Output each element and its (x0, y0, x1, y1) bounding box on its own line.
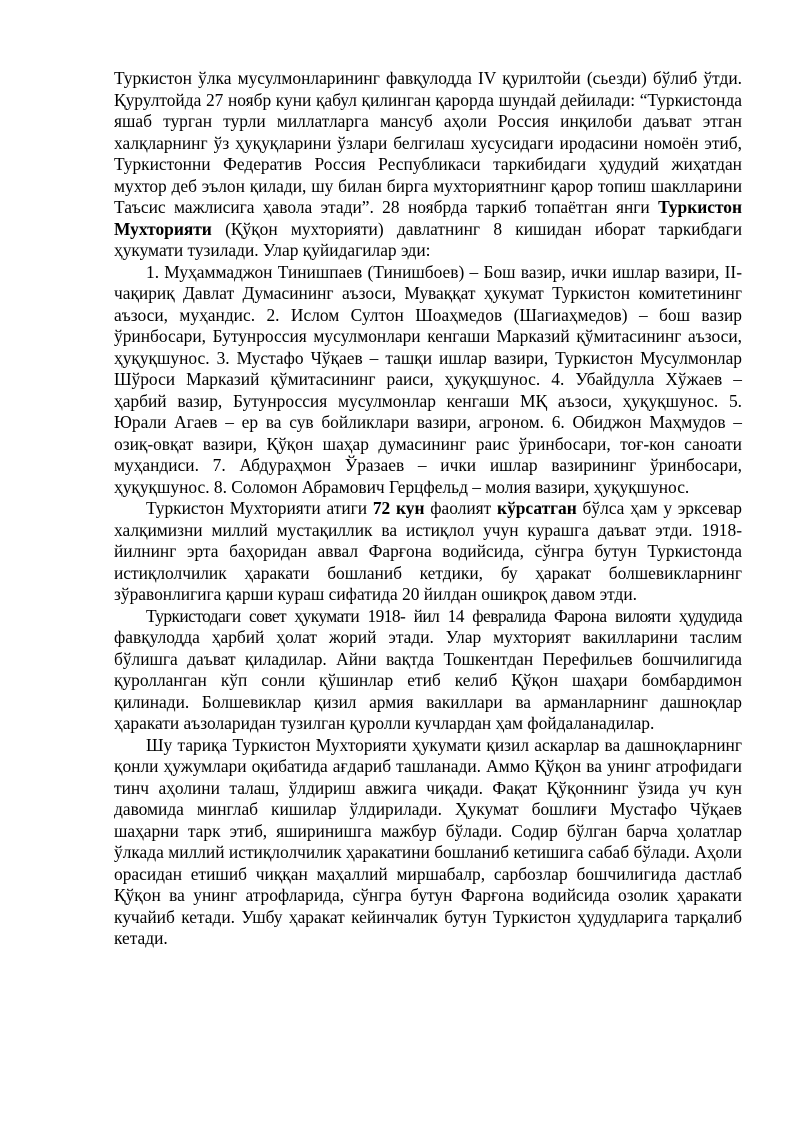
paragraph-congress (114, 68, 742, 262)
paragraph-autonomy-duration (114, 498, 742, 606)
paragraph-overthrow (114, 735, 742, 950)
paragraph-text: 1. Муҳаммаджон Тинишпаев (Тинишбоев) – Бош вазир, ички ишлар вазири, II-чақириқ Давлат Думасининг аъзоси, Муваққат ҳукумат Туркистон комитетининг аъзоси, муҳандис. 2. Ислом Султон Шоаҳмедов (Шагиаҳмедов) – бош вазир ўринбосари, Бутунроссия мусулмонлари кенгаши Марказий қўмитасининг аъзоси, ҳуқуқшунос. 3. Мустафо Чўқаев – ташқи ишлар вазири, Туркистон Мусулмонлар Шўроси Марказий қўмитасининг раиси, ҳуқуқшунос. 4. Убайдулла Хўжаев – ҳарбий вазир, Бутунроссия мусулмонлар кенгаши МҚ аъзоси, ҳуқуқшунос. 5. Юрали Агаев – ер ва сув бойликлари вазири, агроном. 6. Обиджон Маҳмудов – озиқ-овқат вазири, Қўқон шаҳар думасининг раис ўринбосари, тоғ-кон саноати муҳандиси. 7. Абдураҳмон Ўразаев – ички ишлар вазирининг ўринбосари, ҳуқуқшунос. 8. Соломон Абрамович Герцфельд – молия вазири, ҳуқуқшунос. (114, 261, 742, 497)
bold-term-operated: кўрсатган (497, 498, 577, 518)
paragraph-text: фавқулодда ҳарбий ҳолат жорий этади. Улар мухторият вакилларини таслим бўлишга даъват қиладилар. Айни вақтда Тошкентдан Перефильев бошчилигида қуролланган кўп сонли қўшинлар етиб келиб Қўқон шаҳари бомбардимон қилинади. Болшевиклар қизил армия вакиллари ва арманларнинг дашноқлар ҳаракати аъзоларидан тузилган қуролли кучлардан ҳам фойдаланадилар. (114, 627, 742, 733)
paragraph-text: Шу тариқа Туркистон Мухторияти ҳукумати қизил аскарлар ва дашноқларнинг қонли ҳужумлари оқибатида ағдариб ташланади. Аммо Қўқон ва унинг атрофидаги тинч аҳолини талаш, ўлдириш авжига чиқади. Фақат Қўқоннинг ўзида уч кун давомида минглаб кишилар ўлдирилади. Ҳукумат бошлиғи Мустафо Чўқаев шаҳарни тарк этиб, яширинишга мажбур бўлади. Содир бўлган барча ҳолатлар ўлкада миллий истиқлолчилик ҳаракатини бошланиб кетишига сабаб бўлади. Аҳоли орасидан етишиб чиққан маҳаллий миршабалр, сарбозлар бошчилигида дастлаб Қўқон ва унинг атрофларида, сўнгра бутун Фарғона водийсида озолик ҳаракати кучайиб кетади. Ушбу ҳаракат кейинчалик бутун Туркистон ҳудудларига тарқалиб кетади. (114, 734, 742, 948)
paragraph-government-members (114, 262, 742, 499)
bold-term-72-days: 72 кун (372, 498, 425, 518)
paragraph-text-condensed: Туркистодаги совет ҳукумати 1918- йил 14 февралида Фарона вилояти ҳудудида (146, 605, 742, 626)
paragraph-text: бўлса ҳам у эрксевар халқимизни миллий мустақиллик ва истиқлол учун курашга даъват этди. 1918- йилнинг эрта баҳоридан аввал Фарғона водийсида, сўнгра бутун Туркистонда истиқлолчилик ҳаракати бошланиб кетдики, бу ҳаракат болшевикларнинг зўравонлигига қарши кураш сифатида 20 йилдан ошиқроқ давом этди. (114, 498, 742, 604)
bold-term-turkistan-autonomy: Туркистон Мухторияти (114, 197, 742, 239)
paragraph-text: (Қўқон мухторияти) давлатнинг 8 кишидан иборат таркибдаги ҳукумати тузилади. Улар қуйидагилар эди: (114, 218, 742, 260)
paragraph-martial-law (114, 606, 742, 735)
paragraph-text: фаолият (424, 498, 498, 518)
document-page (114, 68, 742, 950)
paragraph-text: Туркистон ўлка мусулмонларининг фавқулодда IV қурилтойи (сьезди) бўлиб ўтди. Қурултойда 27 ноябр куни қабул қилинган қарорда шундай дейилади: “Туркистонда яшаб турган турли миллатларга мансуб аҳоли Россия инқилоби даъват этган халқларнинг ўз ҳуқуқларини ўзлари белгилаш хусусидаги иродасини номоён этиб, Туркистонни Федератив Россия Республикаси таркибидаги ҳудудий жиҳатдан мухтор деб эълон қилади, шу билан бирга мухториятнинг қарор топиш шаклларини Таъсис мажлисига ҳавола этади”. 28 ноябрда таркиб топаётган янги (114, 68, 742, 217)
paragraph-text: Туркистон Мухторияти атиги (146, 498, 373, 518)
